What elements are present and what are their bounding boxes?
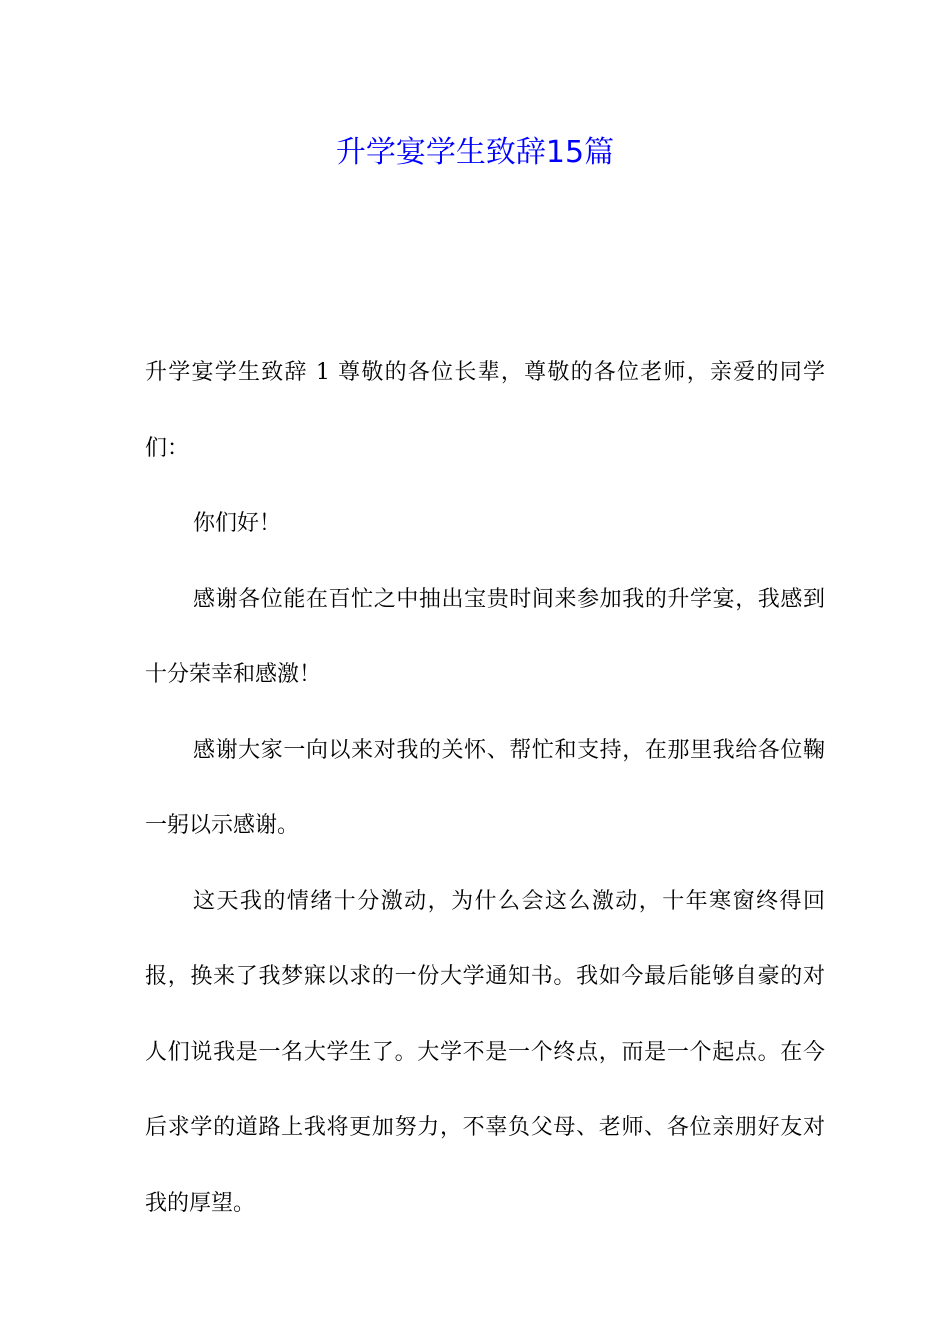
paragraph-thanks-support: 感谢大家一向以来对我的关怀、帮忙和支持，在那里我给各位鞠一躬以示感谢。 — [145, 737, 825, 838]
document-title: 升学宴学生致辞15篇 — [335, 135, 615, 170]
paragraph-greeting: 你们好！ — [193, 511, 282, 536]
document-body — [145, 335, 825, 1241]
paragraph-emotion: 这天我的情绪十分激动，为什么会这么激动，十年寒窗终得回报，换来了我梦寐以求的一份大学通知书。我如今最后能够自豪的对人们说我是一名大学生了。大学不是一个终点，而是一个起点。在今后求学的道路上我将更加努力，不辜负父母、老师、各位亲朋好友对我的厚望。 — [145, 888, 825, 1216]
paragraph-opening: 升学宴学生致辞 1 尊敬的各位长辈，尊敬的各位老师，亲爱的同学们： — [145, 360, 825, 461]
paragraph-thanks-attendance: 感谢各位能在百忙之中抽出宝贵时间来参加我的升学宴，我感到十分荣幸和感激！ — [145, 586, 825, 687]
